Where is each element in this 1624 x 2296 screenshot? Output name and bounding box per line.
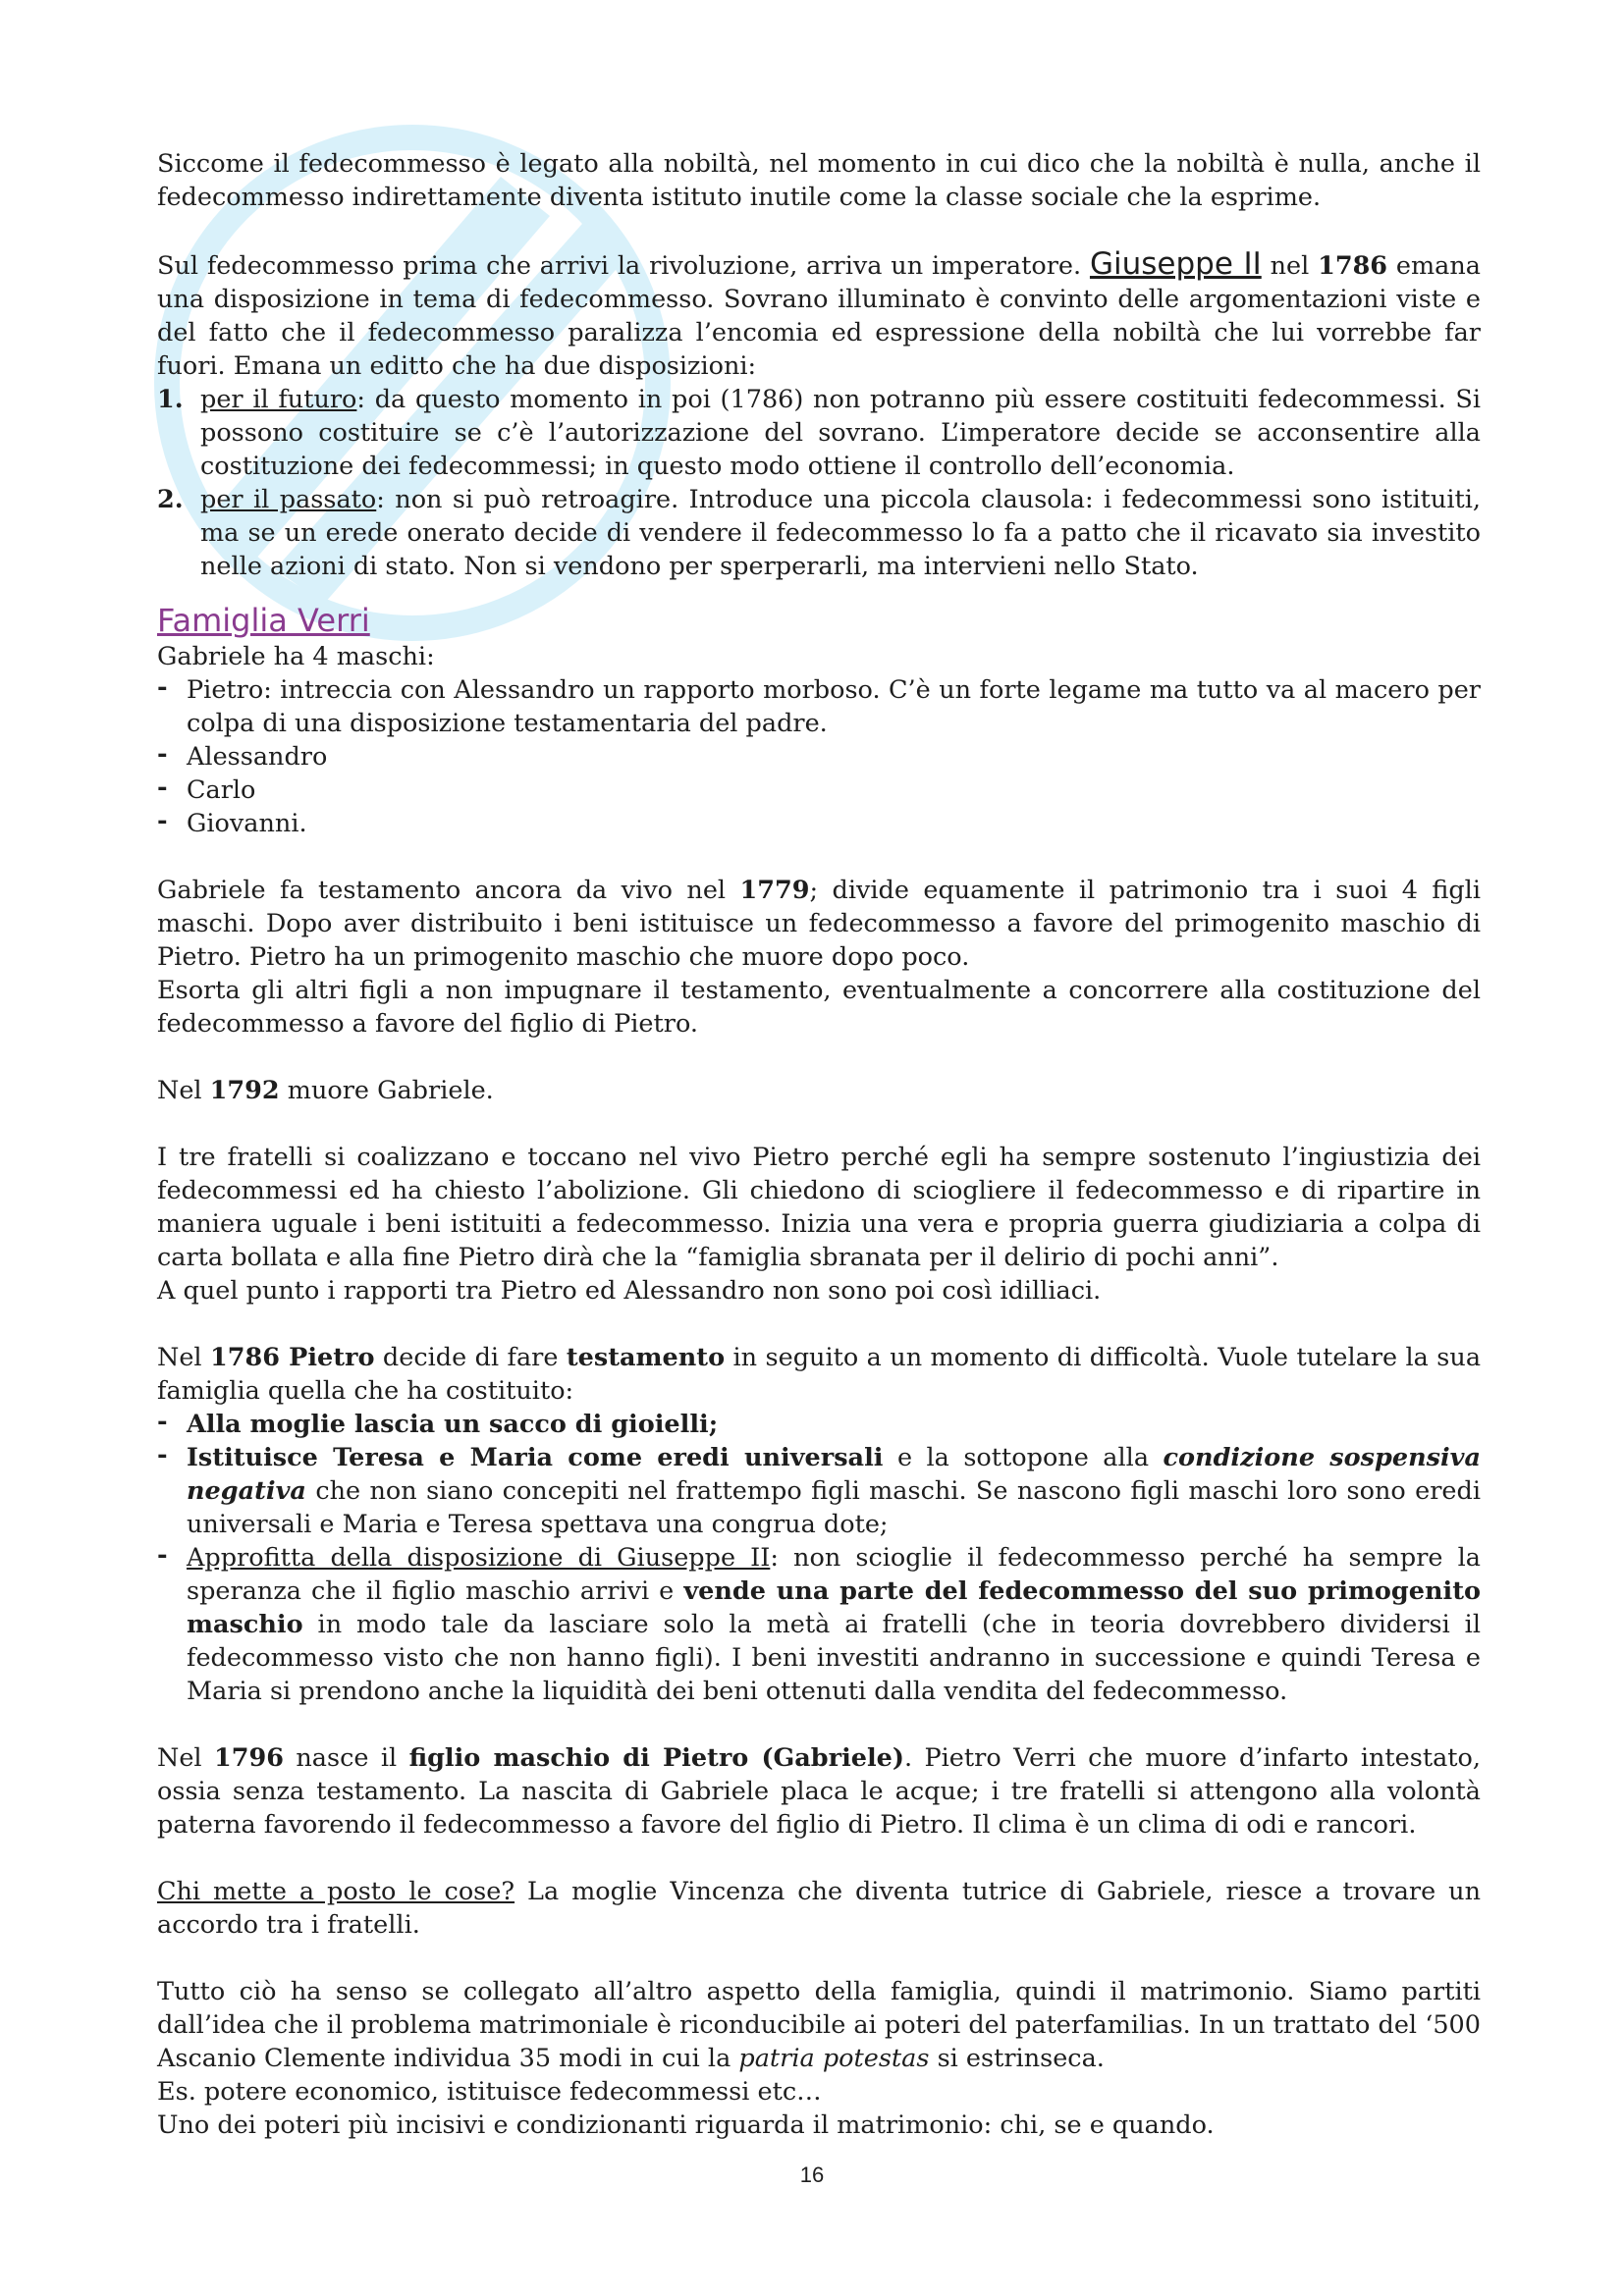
list-item: 1. per il futuro: da questo momento in poi (1786) non potranno più essere costituiti fedecommessi. Si possono costituire se c’è l’autorizzazione del sovrano. L’imperatore decide se acconsentire alla costituzione dei fedecommessi; in questo modo ottiene il controllo dell’economia.: [157, 385, 1482, 481]
paragraph-nascita-gabriele: Nel 1796 nasce il figlio maschio di Pietro (Gabriele). Pietro Verri che muore d’infarto intestato, ossia senza testamento. La nascita di Gabriele placa le acque; i tre fratelli si attengono alla volontà paterna favorendo il fedecommesso a favore del figlio di Pietro. Il clima è un clima di odi e rancori.: [157, 1743, 1481, 1840]
list-item: - Giovanni.: [157, 806, 307, 838]
will-list: [157, 1408, 1481, 1708]
page-number: 16: [799, 2163, 825, 2187]
paragraph-matrimonio: Tutto ciò ha senso se collegato all’altro aspetto della famiglia, quindi il matrimonio. Siamo partiti dall’idea che il problema matrimoniale è riconducibile ai poteri del paterfamilias. In un trattato del ‘500 Ascanio Clemente individua 35 modi in cui la patria potestas si estrinseca.: [157, 1977, 1481, 2073]
list-item: 2. per il passato: non si può retroagire. Introduce una piccola clausola: i fedecommessi sono istituiti, ma se un erede onerato decide di vendere il fedecommesso lo fa a patto che il ricavato sia investito nelle azioni di stato. Non si vendono per sperperarli, ma intervieni nello Stato.: [157, 485, 1481, 581]
paragraph-muore-gabriele: Nel 1792 muore Gabriele.: [157, 1076, 494, 1105]
section-heading-famiglia-verri: Famiglia Verri: [157, 602, 370, 639]
list-item: - Approfitta della disposizione di Giuseppe II: non scioglie il fedecommesso perché ha sempre la speranza che il figlio maschio arrivi e vende una parte del fedecommesso del suo primogenito maschio in modo tale da lasciare solo la metà ai fratelli (che in teoria dovrebbero dividersi il fedecommesso visto che non hanno figli). I beni investiti andranno in successione e quindi Teresa e Maria si prendono anche la liquidità dei beni ottenuti dalla vendita del fedecommesso.: [157, 1540, 1481, 1706]
paragraph-giuseppe: Sul fedecommesso prima che arrivi la rivoluzione, arriva un imperatore. Giuseppe II nel 1786 emana una disposizione in tema di fedecommesso. Sovrano illuminato è convinto delle argomentazioni viste e del fatto che il fedecommesso paralizza l’encomia ed espressione della nobiltà che lui vorrebbe far fuori. Emana un editto che ha due disposizioni:: [157, 246, 1481, 381]
paragraph-vincenza: Chi mette a posto le cose? La moglie Vincenza che diventa tutrice di Gabriele, riesce a trovare un accordo tra i fratelli.: [157, 1877, 1481, 1940]
paragraph-gabriele-intro: Gabriele ha 4 maschi:: [157, 642, 435, 671]
paragraph-poteri: Uno dei poteri più incisivi e condizionanti riguarda il matrimonio: chi, se e quando.: [157, 2110, 1215, 2140]
paragraph-tre-fratelli: I tre fratelli si coalizzano e toccano nel vivo Pietro perché egli ha sempre sostenuto l’ingiustizia dei fedecommessi ed ha chiesto l’abolizione. Gli chiedono di sciogliere il fedecommesso e di ripartire in maniera uguale i beni istituiti a fedecommesso. Inizia una vera e propria guerra giudiziaria a colpa di carta bollata e alla fine Pietro dirà che la “famiglia sbranata per il delirio di pochi anni”.: [157, 1143, 1481, 1272]
paragraph-esempio: Es. potere economico, istituisce fedecommessi etc…: [157, 2077, 822, 2107]
sons-list: [157, 673, 1481, 840]
paragraph-testamento-pietro: Nel 1786 Pietro decide di fare testamento in seguito a un momento di difficoltà. Vuole tutelare la sua famiglia quella che ha costituito:: [157, 1343, 1482, 1406]
list-item: - Carlo: [157, 773, 256, 805]
list-item: - Alessandro: [157, 739, 328, 772]
edict-dispositions-list: [157, 383, 1481, 583]
document-page: [157, 147, 1481, 2142]
list-item: - Pietro: intreccia con Alessandro un rapporto morboso. C’è un forte legame ma tutto va al macero per colpa di una disposizione testamentaria del padre.: [157, 672, 1481, 738]
paragraph-rapporti: A quel punto i rapporti tra Pietro ed Alessandro non sono poi così idilliaci.: [157, 1276, 1102, 1306]
list-item: - Alla moglie lascia un sacco di gioielli;: [157, 1407, 719, 1439]
paragraph-testamento-gabriele: Gabriele fa testamento ancora da vivo nel 1779; divide equamente il patrimonio tra i suoi 4 figli maschi. Dopo aver distribuito i beni istituisce un fedecommesso a favore del primogenito maschio di Pietro. Pietro ha un primogenito maschio che muore dopo poco.: [157, 876, 1481, 972]
paragraph-nobilta: Siccome il fedecommesso è legato alla nobiltà, nel momento in cui dico che la nobiltà è nulla, anche il fedecommesso indirettamente diventa istituto inutile come la classe sociale che la esprime.: [157, 149, 1481, 212]
paragraph-esorta: Esorta gli altri figli a non impugnare il testamento, eventualmente a concorrere alla costituzione del fedecommesso a favore del figlio di Pietro.: [157, 976, 1481, 1039]
list-item: - Istituisce Teresa e Maria come eredi universali e la sottopone alla condizione sospensiva negativa che non siano concepiti nel frattempo figli maschi. Se nascono figli maschi loro sono eredi universali e Maria e Teresa spettava una congrua dote;: [157, 1440, 1481, 1539]
giuseppe-ii-link-text: Giuseppe II: [1089, 246, 1262, 282]
